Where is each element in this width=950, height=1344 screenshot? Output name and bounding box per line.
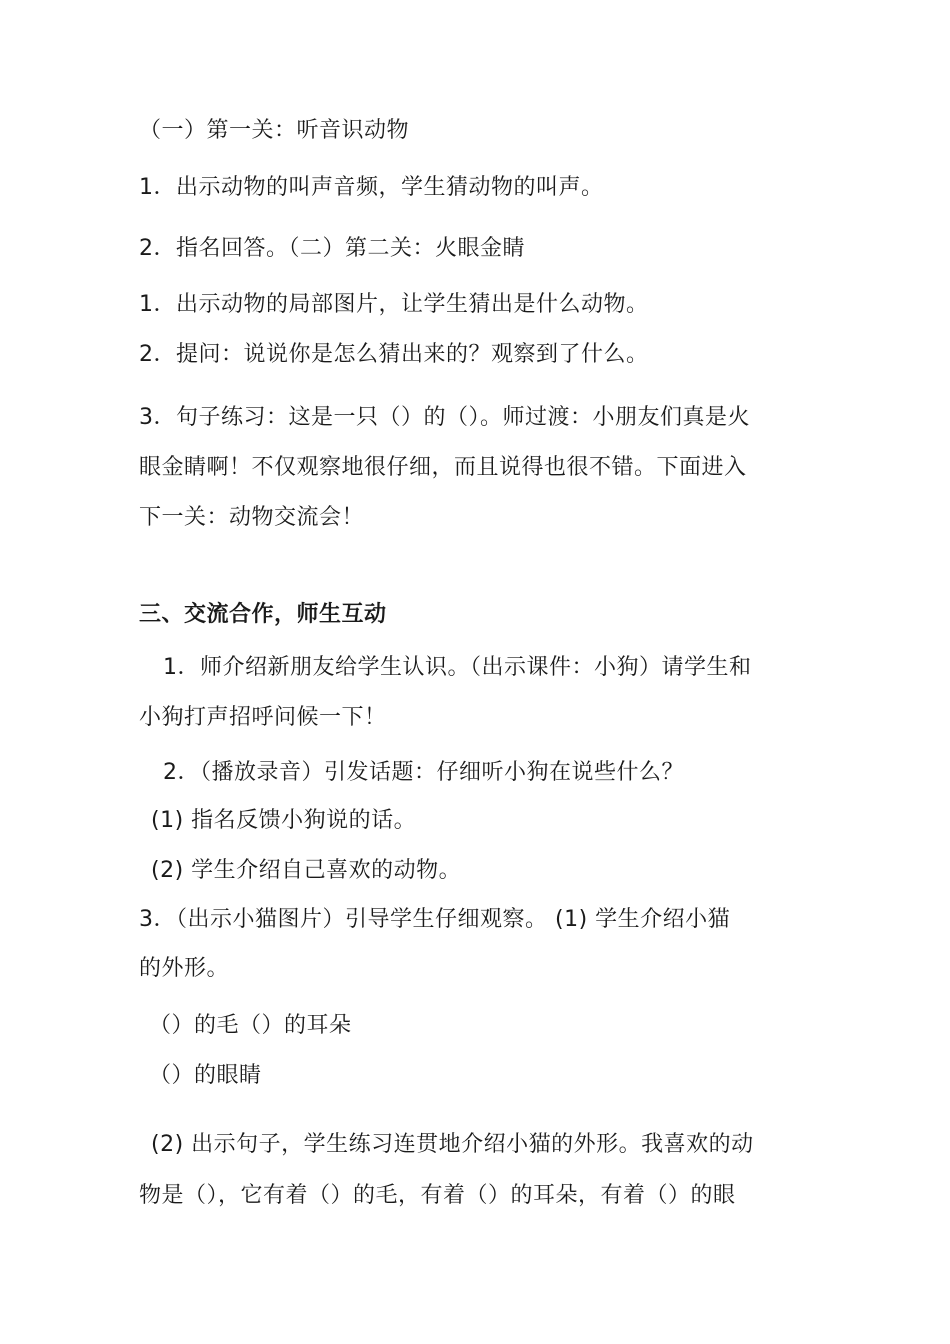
paragraph-line: 2．指名回答。（二）第二关：火眼金睛: [139, 236, 525, 261]
section-heading: 三、交流合作，师生互动: [139, 602, 387, 627]
paragraph-line: （）的毛（）的耳朵: [149, 1013, 352, 1038]
paragraph-line: （）的眼睛: [149, 1063, 262, 1088]
paragraph-line: (2) 学生介绍自己喜欢的动物。: [151, 858, 462, 883]
paragraph-line: (1) 指名反馈小狗说的话。: [151, 808, 417, 833]
paragraph-line: 物是（），它有着（）的毛，有着（）的耳朵，有着（）的眼: [139, 1183, 736, 1208]
paragraph-line: 小狗打声招呼问候一下！: [139, 705, 387, 730]
paragraph-line: 的外形。: [139, 956, 230, 981]
paragraph-line: 2．（播放录音）引发话题：仔细听小狗在说些什么？: [163, 760, 684, 785]
paragraph-line: 3．（出示小猫图片）引导学生仔细观察。 (1) 学生介绍小猫: [139, 907, 731, 932]
paragraph-line: 1．师介绍新朋友给学生认识。（出示课件：小狗）请学生和: [163, 655, 752, 680]
paragraph-line: 3．句子练习：这是一只（）的（）。师过渡：小朋友们真是火: [139, 405, 750, 430]
paragraph-line: 下一关：动物交流会！: [139, 505, 365, 530]
paragraph-line: 1．出示动物的局部图片，让学生猜出是什么动物。: [139, 292, 649, 317]
paragraph-line: 眼金睛啊！不仅观察地很仔细，而且说得也很不错。下面进入: [139, 455, 747, 480]
paragraph-line: 2．提问：说说你是怎么猜出来的？观察到了什么。: [139, 342, 649, 367]
paragraph-line: (2) 出示句子，学生练习连贯地介绍小猫的外形。我喜欢的动: [151, 1132, 754, 1157]
paragraph-line: 1．出示动物的叫声音频，学生猜动物的叫声。: [139, 175, 604, 200]
section-heading-level-one: （一）第一关：听音识动物: [139, 118, 410, 143]
